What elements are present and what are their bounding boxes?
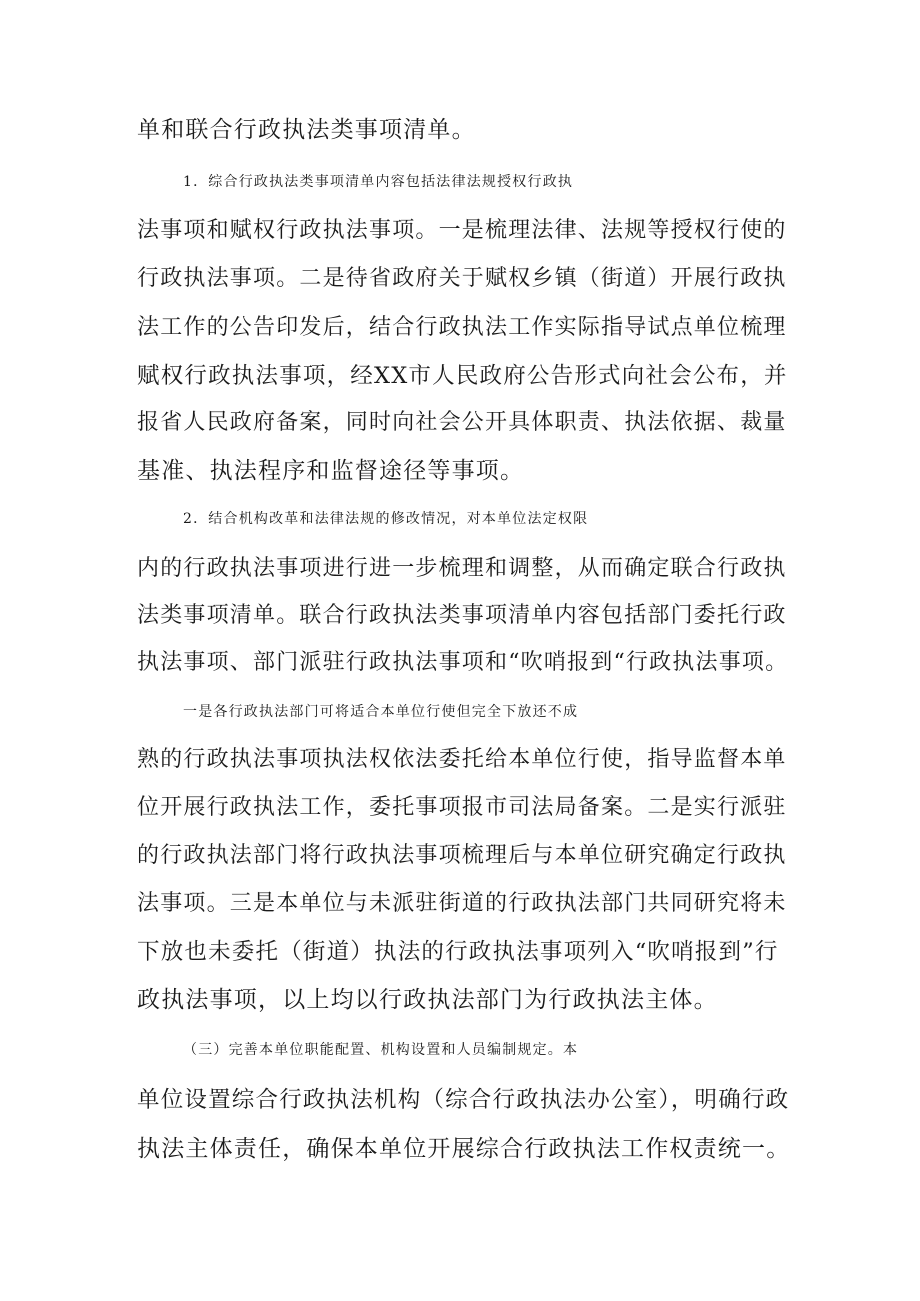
text-line: 基准、执法程序和监督途径等事项。: [137, 458, 525, 484]
text-line: 法事项和赋权行政执法事项。一是梳理法律、法规等授权行使的: [137, 218, 787, 243]
text-line: 单和联合行政执法类事项清单。: [137, 117, 476, 143]
text-line: 位开展行政执法工作，委托事项报市司法局备案。二是实行派驻: [137, 795, 787, 820]
text-line: 法类事项清单。联合行政执法类事项清单内容包括部门委托行政: [137, 603, 787, 628]
text-line: 执法事项、部门派驻行政执法事项和“吹哨报到“行政执法事项。: [137, 650, 789, 675]
text-line: （三）完善本单位职能配置、机构设置和人员编制规定。本: [183, 1042, 579, 1058]
text-line: 法工作的公告印发后，结合行政执法工作实际指导试点单位梳理: [137, 315, 787, 340]
text-line: 的行政执法部门将行政执法事项梳理后与本单位研究确定行政执: [137, 843, 787, 868]
text-line: 1．综合行政执法类事项清单内容包括法律法规授权行政执: [183, 174, 574, 190]
text-line: 2．结合机构改革和法律法规的修改情况，对本单位法定权限: [183, 511, 589, 527]
text-line: 法事项。三是本单位与未派驻街道的行政执法部门共同研究将未: [137, 891, 787, 916]
text-line: 熟的行政执法事项执法权依法委托给本单位行使，指导监督本单: [137, 747, 787, 772]
text-line: 行政执法事项。二是待省政府关于赋权乡镇（街道）开展行政执: [137, 266, 787, 291]
text-line: 内的行政执法事项进行进一步梳理和调整，从而确定联合行政执: [137, 556, 787, 581]
text-line: 报省人民政府备案，同时向社会公开具体职责、执法依据、裁量: [137, 410, 787, 435]
text-line: 单位设置综合行政执法机构（综合行政执法办公室），明确行政: [137, 1087, 790, 1113]
text-line: 执法主体责任，确保本单位开展综合行政执法工作权责统一。: [137, 1136, 791, 1162]
text-line: 政执法事项，以上均以行政执法部门为行政执法主体。: [137, 987, 718, 1013]
text-line: 赋权行政执法事项，经XX市人民政府公告形式向社会公布，并: [137, 363, 788, 389]
text-line: 下放也未委托（街道）执法的行政执法事项列入“吹哨报到”行: [137, 939, 779, 965]
text-line: 一是各行政执法部门可将适合本单位行使但完全下放还不成: [183, 704, 579, 720]
